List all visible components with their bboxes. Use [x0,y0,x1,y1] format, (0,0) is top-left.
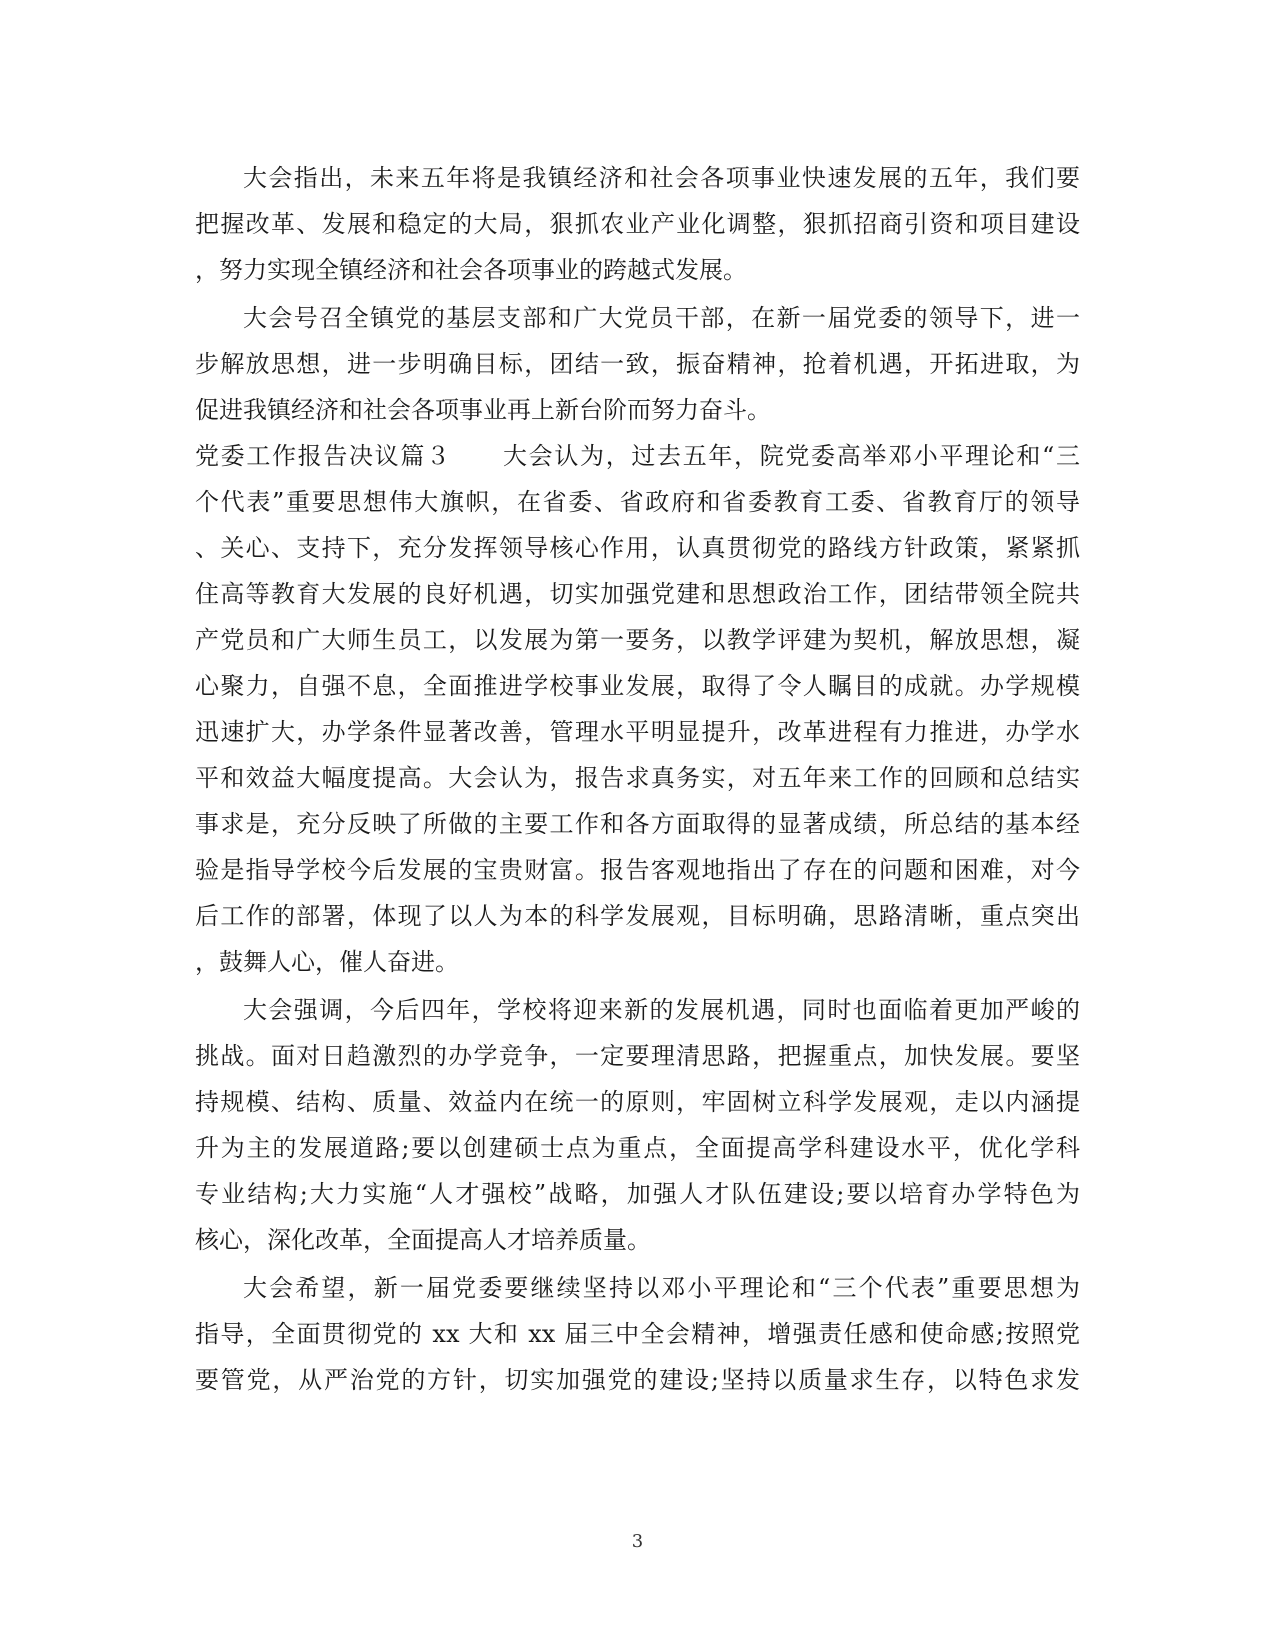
paragraph-4-line-6: 核心，深化改革，全面提高人才培养质量。 [195,1226,651,1254]
page-number: 3 [631,1531,644,1552]
paragraph-3-line-3: 、关心、支持下，充分发挥领导核心作用，认真贯彻党的路线方针政策，紧紧抓 [195,534,1080,562]
paragraph-3-line-10: 验是指导学校今后发展的宝贵财富。报告客观地指出了存在的问题和困难，对今 [195,856,1080,884]
paragraph-4-line-3: 持规模、结构、质量、效益内在统一的原则，牢固树立科学发展观，走以内涵提 [195,1088,1080,1116]
paragraph-3-line-2: 个代表”重要思想伟大旗帜，在省委、省政府和省委教育工委、省教育厅的领导 [195,488,1080,516]
paragraph-5-line-3: 要管党，从严治党的方针，切实加强党的建设;坚持以质量求生存，以特色求发 [195,1366,1080,1394]
paragraph-3-line-4: 住高等教育大发展的良好机遇，切实加强党建和思想政治工作，团结带领全院共 [195,580,1080,608]
paragraph-3-line-1: 党委工作报告决议篇３ 大会认为，过去五年，院党委高举邓小平理论和“三 [195,442,1080,470]
paragraph-2-line-1: 大会号召全镇党的基层支部和广大党员干部，在新一届党委的领导下，进一 [243,304,1080,332]
paragraph-3-line-9: 事求是，充分反映了所做的主要工作和各方面取得的显著成绩，所总结的基本经 [195,810,1080,838]
paragraph-2-line-3: 促进我镇经济和社会各项事业再上新台阶而努力奋斗。 [195,396,771,424]
paragraph-3-line-7: 迅速扩大，办学条件显著改善，管理水平明显提升，改革进程有力推进，办学水 [195,718,1080,746]
paragraph-3-line-6: 心聚力，自强不息，全面推进学校事业发展，取得了令人瞩目的成就。办学规模 [195,672,1080,700]
paragraph-5-line-1: 大会希望，新一届党委要继续坚持以邓小平理论和“三个代表”重要思想为 [243,1274,1080,1302]
paragraph-3-line-11: 后工作的部署，体现了以人为本的科学发展观，目标明确，思路清晰，重点突出 [195,902,1080,930]
paragraph-2-line-2: 步解放思想，进一步明确目标，团结一致，振奋精神，抢着机遇，开拓进取，为 [195,350,1080,378]
paragraph-4-line-4: 升为主的发展道路;要以创建硕士点为重点，全面提高学科建设水平，优化学科 [195,1134,1080,1162]
paragraph-4-line-5: 专业结构;大力实施“人才强校”战略，加强人才队伍建设;要以培育办学特色为 [195,1180,1080,1208]
paragraph-1-line-2: 把握改革、发展和稳定的大局，狠抓农业产业化调整，狠抓招商引资和项目建设 [195,210,1080,238]
paragraph-3-line-12: ，鼓舞人心，催人奋进。 [195,948,459,976]
paragraph-4-line-1: 大会强调，今后四年，学校将迎来新的发展机遇，同时也面临着更加严峻的 [243,996,1080,1024]
paragraph-3-line-5: 产党员和广大师生员工，以发展为第一要务，以教学评建为契机，解放思想，凝 [195,626,1080,654]
paragraph-5-line-2: 指导，全面贯彻党的 xx 大和 xx 届三中全会精神，增强责任感和使命感;按照党 [195,1320,1080,1348]
paragraph-1-line-1: 大会指出，未来五年将是我镇经济和社会各项事业快速发展的五年，我们要 [243,164,1080,192]
paragraph-3-line-8: 平和效益大幅度提高。大会认为，报告求真务实，对五年来工作的回顾和总结实 [195,764,1080,792]
paragraph-1-line-3: ，努力实现全镇经济和社会各项事业的跨越式发展。 [195,256,747,284]
paragraph-4-line-2: 挑战。面对日趋激烈的办学竞争，一定要理清思路，把握重点，加快发展。要坚 [195,1042,1080,1070]
